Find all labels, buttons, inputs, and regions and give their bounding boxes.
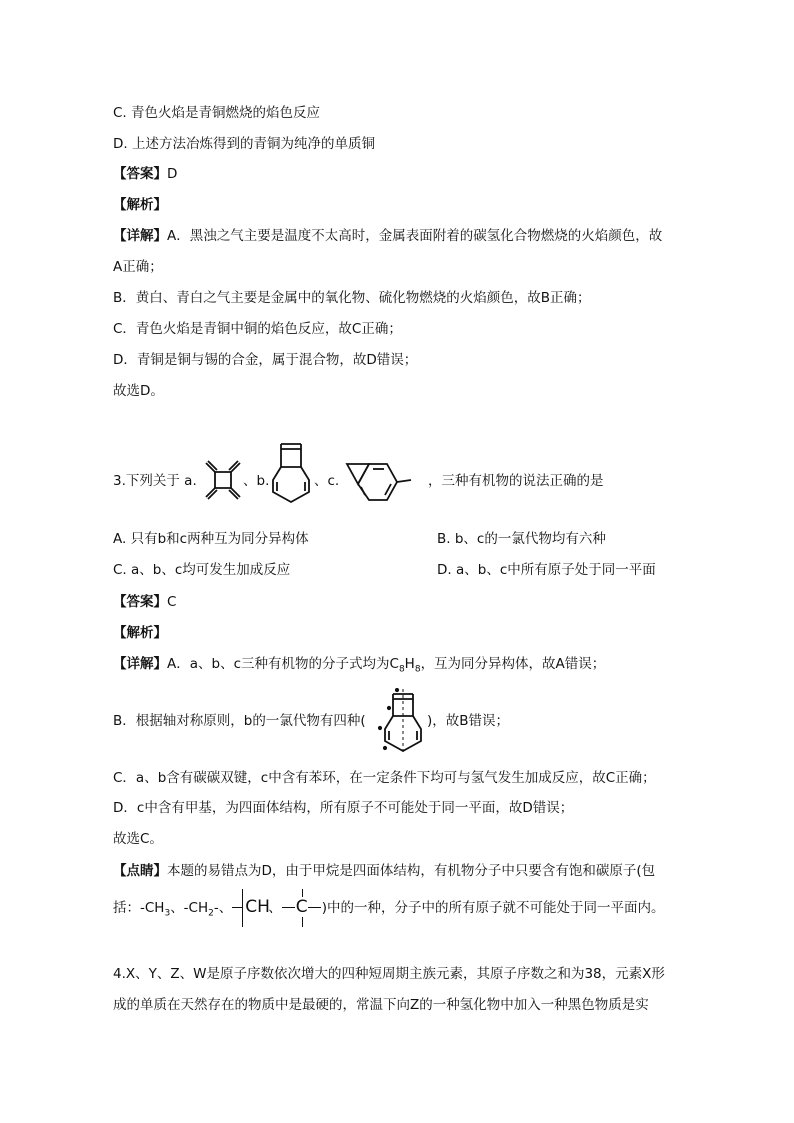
q4-line2: 成的单质在天然存在的物质中是最硬的，常温下向Z的一种氢化物中加入一种黑色物质是实 <box>113 997 649 1013</box>
option-d-text: D. 上述方法冶炼得到的青铜为纯净的单质铜 <box>113 136 375 152</box>
detail-tag: 【详解】 <box>113 228 167 244</box>
q3-detail-a-post: ，互为同分异构体，故A错误； <box>420 656 606 672</box>
option-c-text: C. 青色火焰是青铜燃烧的焰色反应 <box>113 105 321 121</box>
q3-option-a: A. 只有b和c两种互为同分异构体 <box>113 531 309 547</box>
bond-down <box>302 917 303 927</box>
q3-detail-d-line: D．c中含有甲基，为四面体结构，所有原子不可能处于同一平面，故D错误； <box>113 800 574 816</box>
subscript-2: 2 <box>208 908 214 919</box>
molecule-b-structure <box>271 440 311 506</box>
molecule-b-symmetry-structure <box>376 688 430 756</box>
q3-sep-b: 、b. <box>243 473 270 489</box>
q3-option-c: C. a、b、c均可发生加成反应 <box>113 562 291 578</box>
q3-note-line1 <box>113 861 655 881</box>
detail-a-line2: A正确； <box>113 259 163 275</box>
q3-answer-value: C <box>167 594 177 610</box>
note-ch2: 、-CH <box>170 900 209 916</box>
carbon-label: C <box>295 897 308 917</box>
q3-answer-line <box>113 592 176 612</box>
q3-note-line2: 括：$-CH_3$、$-CH_2-$、 CH 、 C )中的一种，分子中的所有原子就不可能处于同一平面内。 <box>113 898 665 924</box>
subscript-3: 3 <box>164 908 171 919</box>
subscript-8b: 8 <box>414 664 421 675</box>
q3-stem-prefix: 3.下列关于 a. <box>113 473 197 489</box>
q3-sep-c: 、c. <box>314 473 340 489</box>
answer-line <box>113 164 177 184</box>
note-ch3: 括：-CH <box>113 900 165 916</box>
subscript-8a: 8 <box>398 664 405 675</box>
q3-answer-tag: 【答案】 <box>113 594 167 610</box>
bond-left <box>232 907 242 908</box>
q3-detail-c-line: C．a、b含有碳碳双键，c中含有苯环，在一定条件下均可与氢气发生加成反应，故C正确； <box>113 770 656 786</box>
q3-detail-b-prefix: B．根据轴对称原则，b的一氯代物有四种( <box>113 713 366 729</box>
quaternary-carbon-structure <box>282 898 322 918</box>
q3-conclusion-line: 故选C。 <box>113 831 163 847</box>
note-text-2: )中的一种，分子中的所有原子就不可能处于同一平面内。 <box>321 900 665 916</box>
note-tag: 【点睛】 <box>113 863 167 879</box>
bond-right <box>308 907 321 908</box>
q3-detail-a-line <box>113 654 605 680</box>
q3-option-b: B. b、c的一氯代物均有六种 <box>437 531 606 547</box>
conclusion-line: 故选D。 <box>113 383 164 399</box>
detail-a-text: A．黑浊之气主要是温度不太高时，金属表面附着的碳氢化合物燃烧的火焰颜色，故 <box>167 228 663 244</box>
q4-line1: 4.X、Y、Z、W是原子序数依次增大的四种短周期主族元素，其原子序数之和为38，元素X形 <box>113 966 665 982</box>
detail-c-line: C．青色火焰是青铜中铜的焰色反应，故C正确； <box>113 321 402 337</box>
q3-detail-a-mid: H <box>404 656 415 672</box>
q3-detail-a-pre: A．a、b、c三种有机物的分子式均为C <box>167 656 399 672</box>
answer-tag: 【答案】 <box>113 166 167 182</box>
bond-up <box>302 889 303 897</box>
q3-analysis-tag: 【解析】 <box>113 625 167 641</box>
detail-a-line1 <box>113 226 662 246</box>
q3-detail-b-suffix: )，故B错误； <box>427 713 510 729</box>
answer-value: D <box>167 166 178 182</box>
analysis-tag: 【解析】 <box>113 197 167 213</box>
note-sep: -、 <box>213 900 233 916</box>
detail-b-line: B．黄白、青白之气主要是金属中的氧化物、硫化物燃烧的火焰颜色，故B正确； <box>113 290 591 306</box>
bond-left-2 <box>282 907 295 908</box>
note-text-1: 本题的易错点为D，由于甲烷是四面体结构，有机物分子中只要含有饱和碳原子(包 <box>167 863 656 879</box>
molecule-c-structure <box>343 458 433 508</box>
molecule-a-structure <box>201 458 245 502</box>
bond-vertical <box>242 889 243 927</box>
q3-detail-tag: 【详解】 <box>113 656 167 672</box>
detail-d-line: D．青铜是铜与锡的合金，属于混合物，故D错误； <box>113 352 418 368</box>
methine-group-structure <box>232 898 268 918</box>
methine-label: CH <box>245 897 270 917</box>
q3-option-d: D. a、b、c中所有原子处于同一平面 <box>437 562 656 578</box>
q3-stem-suffix: ，三种有机物的说法正确的是 <box>428 473 604 489</box>
